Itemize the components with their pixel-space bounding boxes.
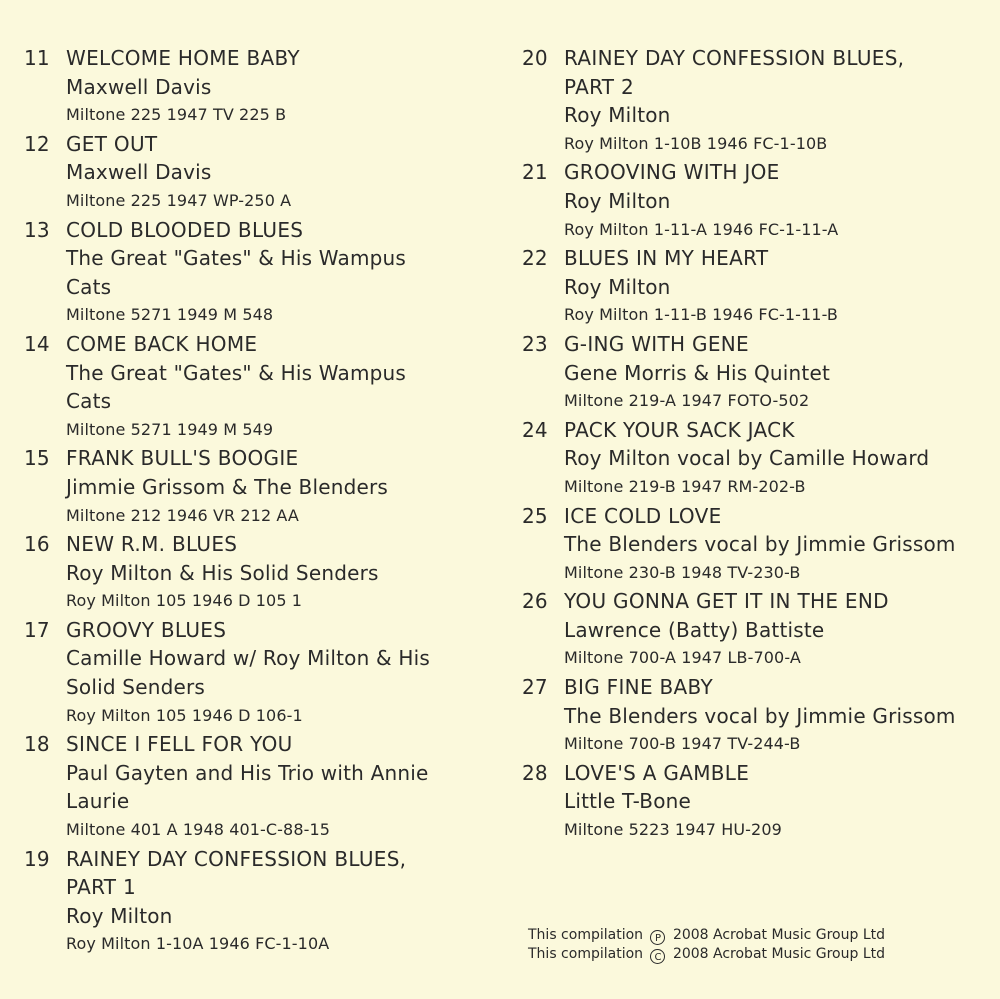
track-artist: Jimmie Grissom & The Blenders (66, 474, 389, 499)
track-number: 20 (522, 46, 548, 70)
track-artist: Maxwell Davis (66, 160, 212, 185)
track-number: 18 (24, 732, 50, 757)
phonogram-symbol-icon: P (650, 930, 665, 945)
track-artist: Lawrence (Batty) Battiste (564, 617, 825, 642)
track-details (66, 44, 494, 130)
track-entry (522, 44, 992, 158)
track-entry (24, 130, 494, 216)
track-number: 21 (522, 160, 548, 185)
track-artist: Solid Senders (66, 675, 206, 700)
track-title: ICE COLD LOVE (564, 503, 722, 528)
credit-prefix: This compilation (528, 927, 644, 943)
track-number: 22 (522, 246, 548, 271)
track-artist: Little T-Bone (564, 789, 692, 814)
track-entry (24, 730, 494, 844)
track-artist: Roy Milton (66, 903, 173, 928)
copyright-credits (528, 926, 885, 964)
track-release-info: Miltone 225 1947 TV 225 B (66, 105, 287, 125)
track-title: GET OUT (66, 131, 158, 156)
track-number: 23 (522, 331, 548, 356)
track-artist: Roy Milton vocal by Camille Howard (564, 446, 930, 471)
track-title: SINCE I FELL FOR YOU (66, 732, 293, 757)
track-release-info: Roy Milton 105 1946 D 106-1 (66, 705, 303, 725)
track-release-info: Miltone 700-B 1947 TV-244-B (564, 734, 801, 754)
track-number: 11 (24, 46, 50, 70)
track-title: COLD BLOODED BLUES (66, 217, 304, 242)
track-number: 14 (24, 331, 50, 356)
track-artist: Gene Morris & His Quintet (564, 360, 831, 385)
track-title: WELCOME HOME BABY (66, 46, 300, 70)
track-details (564, 158, 992, 244)
track-artist: Laurie (66, 789, 130, 814)
track-entry (24, 616, 494, 730)
track-title: PART 2 (564, 74, 635, 99)
track-list-right (522, 44, 992, 845)
track-details (66, 444, 494, 530)
track-artist: Cats (66, 389, 112, 414)
track-artist: Camille Howard w/ Roy Milton & His (66, 646, 430, 671)
track-artist: Roy Milton (564, 274, 671, 299)
track-release-info: Roy Milton 1-10A 1946 FC-1-10A (66, 934, 330, 954)
track-number: 15 (24, 446, 50, 471)
track-release-info: Miltone 700-A 1947 LB-700-A (564, 648, 801, 668)
track-entry (24, 216, 494, 330)
track-number: 17 (24, 617, 50, 642)
track-number: 25 (522, 503, 548, 528)
track-details (564, 330, 992, 416)
track-title: GROOVY BLUES (66, 617, 227, 642)
credit-holder: 2008 Acrobat Music Group Ltd (672, 946, 885, 962)
track-details (564, 587, 992, 673)
track-title: RAINEY DAY CONFESSION BLUES, (564, 46, 905, 70)
copyright-symbol-icon: C (650, 949, 665, 964)
track-entry (24, 444, 494, 530)
track-entry (522, 587, 992, 673)
track-title: YOU GONNA GET IT IN THE END (564, 589, 889, 614)
track-release-info: Miltone 212 1946 VR 212 AA (66, 505, 299, 525)
track-title: GROOVING WITH JOE (564, 160, 780, 185)
track-artist: The Great "Gates" & His Wampus (66, 360, 407, 385)
track-release-info: Miltone 5271 1949 M 548 (66, 305, 274, 325)
track-artist: Maxwell Davis (66, 74, 212, 99)
track-artist: The Blenders vocal by Jimmie Grissom (564, 703, 956, 728)
track-release-info: Miltone 219-A 1947 FOTO-502 (564, 391, 810, 411)
track-details (66, 845, 494, 959)
track-release-info: Roy Milton 105 1946 D 105 1 (66, 591, 303, 611)
track-title: PART 1 (66, 875, 137, 900)
track-number: 26 (522, 589, 548, 614)
track-details (66, 730, 494, 844)
track-title: PACK YOUR SACK JACK (564, 417, 795, 442)
track-details (66, 130, 494, 216)
track-list-left (24, 44, 494, 959)
track-title: LOVE'S A GAMBLE (564, 760, 750, 785)
track-title: G-ING WITH GENE (564, 331, 749, 356)
track-title: BLUES IN MY HEART (564, 246, 769, 271)
track-details (66, 530, 494, 616)
track-number: 16 (24, 532, 50, 557)
track-number: 12 (24, 131, 50, 156)
track-release-info: Miltone 401 A 1948 401-C-88-15 (66, 820, 331, 840)
track-number: 19 (24, 846, 50, 871)
track-release-info: Roy Milton 1-10B 1946 FC-1-10B (564, 133, 828, 153)
track-number: 24 (522, 417, 548, 442)
track-release-info: Miltone 5271 1949 M 549 (66, 419, 274, 439)
track-release-info: Miltone 230-B 1948 TV-230-B (564, 562, 801, 582)
copyright-line (528, 945, 885, 964)
track-entry (522, 759, 992, 845)
track-entry (24, 330, 494, 444)
track-release-info: Miltone 5223 1947 HU-209 (564, 820, 782, 840)
track-details (564, 502, 992, 588)
track-artist: The Blenders vocal by Jimmie Grissom (564, 532, 956, 557)
track-release-info: Miltone 225 1947 WP-250 A (66, 190, 292, 210)
track-artist: Paul Gayten and His Trio with Annie (66, 760, 429, 785)
track-entry (522, 673, 992, 759)
track-release-info: Roy Milton 1-11-B 1946 FC-1-11-B (564, 305, 838, 325)
credit-holder: 2008 Acrobat Music Group Ltd (672, 927, 885, 943)
track-number: 27 (522, 675, 548, 700)
track-artist: Roy Milton (564, 103, 671, 128)
track-details (564, 244, 992, 330)
track-release-info: Roy Milton 1-11-A 1946 FC-1-11-A (564, 219, 839, 239)
track-entry (522, 244, 992, 330)
track-entry (24, 530, 494, 616)
track-title: NEW R.M. BLUES (66, 532, 238, 557)
track-entry (24, 44, 494, 130)
track-details (564, 44, 992, 158)
track-entry (522, 158, 992, 244)
track-details (66, 216, 494, 330)
track-details (66, 616, 494, 730)
track-artist: Cats (66, 274, 112, 299)
track-entry (522, 502, 992, 588)
track-entry (522, 416, 992, 502)
track-title: COME BACK HOME (66, 331, 258, 356)
track-artist: The Great "Gates" & His Wampus (66, 246, 407, 271)
track-title: RAINEY DAY CONFESSION BLUES, (66, 846, 407, 871)
track-details (66, 330, 494, 444)
track-details (564, 416, 992, 502)
track-artist: Roy Milton (564, 188, 671, 213)
track-entry (24, 845, 494, 959)
phonographic-copyright-line (528, 926, 885, 945)
track-details (564, 673, 992, 759)
track-title: FRANK BULL'S BOOGIE (66, 446, 299, 471)
track-details (564, 759, 992, 845)
track-artist: Roy Milton & His Solid Senders (66, 560, 379, 585)
track-entry (522, 330, 992, 416)
track-number: 13 (24, 217, 50, 242)
track-release-info: Miltone 219-B 1947 RM-202-B (564, 476, 806, 496)
track-title: BIG FINE BABY (564, 675, 713, 700)
track-number: 28 (522, 760, 548, 785)
credit-prefix: This compilation (528, 946, 644, 962)
